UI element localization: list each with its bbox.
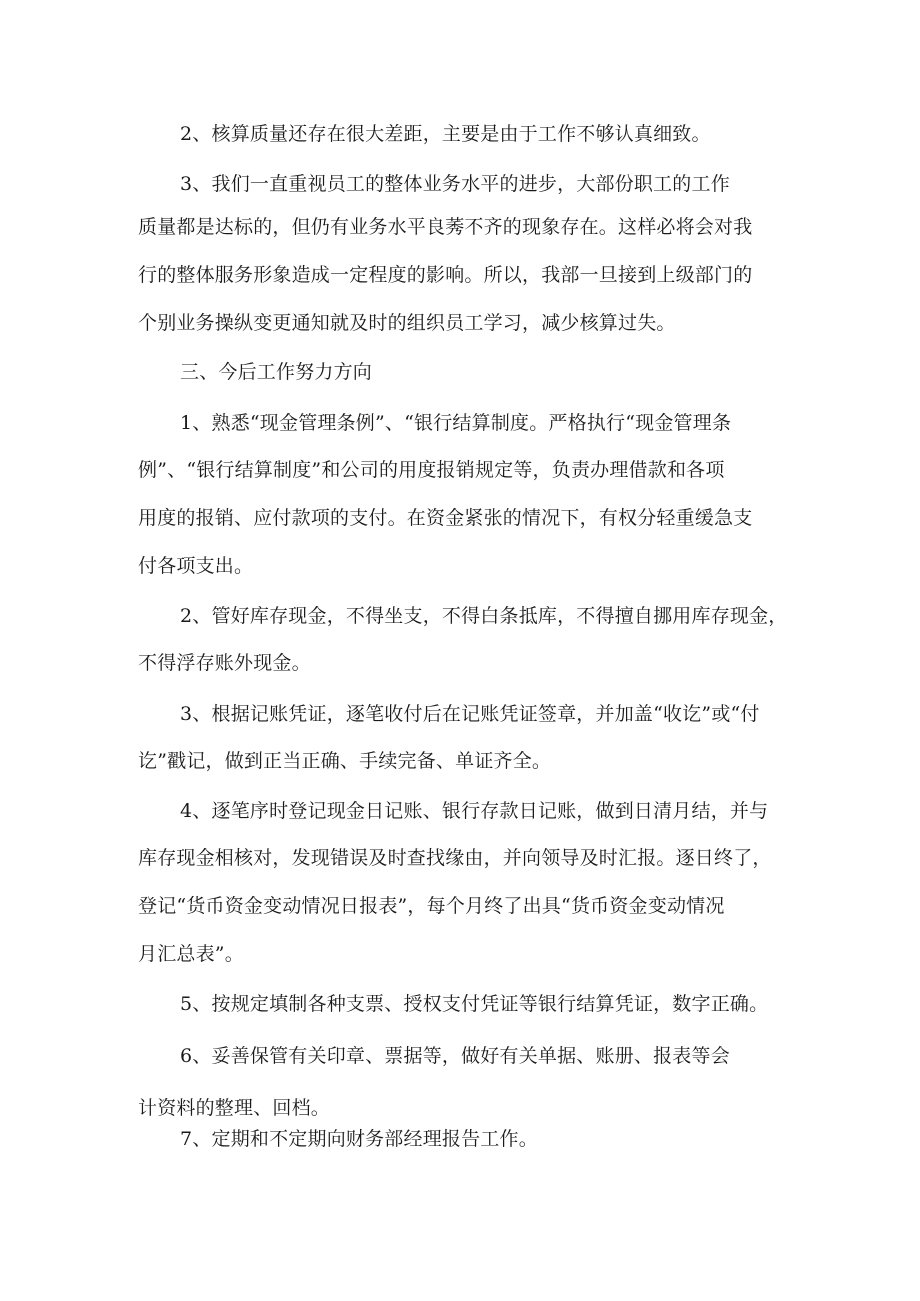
- section-heading: 三、今后工作努力方向: [180, 361, 373, 383]
- text-line: 2、管好库存现金，不得坐支，不得白条抵库，不得擅自挪用库存现金，: [180, 605, 788, 627]
- text-line: 4、逐笔序时登记现金日记账、银行存款日记账，做到日清月结，并与: [180, 800, 769, 822]
- text-line: 质量都是达标的，但仍有业务水平良莠不齐的现象存在。这样必将会对我: [138, 216, 753, 238]
- text-line: 7、定期和不定期向财务部经理报告工作。: [180, 1128, 538, 1150]
- text-line: 个别业务操纵变更通知就及时的组织员工学习，减少核算过失。: [138, 312, 676, 334]
- text-line: 付各项支出。: [138, 555, 254, 577]
- text-line: 3、根据记账凭证，逐笔收付后在记账凭证签章，并加盖“收讫”或“付: [180, 703, 760, 725]
- text-line: 库存现金相核对，发现错误及时查找缘由，并向领导及时汇报。逐日终了，: [138, 847, 772, 869]
- text-line: 6、妥善保管有关印章、票据等，做好有关单据、账册、报表等会: [180, 1045, 730, 1067]
- text-line: 2、核算质量还存在很大差距，主要是由于工作不够认真细致。: [180, 123, 711, 145]
- text-line: 3、我们一直重视员工的整体业务水平的进步，大部份职工的工作: [180, 173, 730, 195]
- text-line: 1、熟悉“现金管理条例”、“银行结算制度。严格执行“现金管理条: [180, 412, 732, 434]
- text-line: 例”、“银行结算制度”和公司的用度报销规定等，负责办理借款和各项: [138, 459, 725, 481]
- text-line: 讫”戳记，做到正当正确、手续完备、单证齐全。: [138, 750, 552, 772]
- text-line: 行的整体服务形象造成一定程度的影响。所以，我部一旦接到上级部门的: [138, 264, 753, 286]
- text-line: 5、按规定填制各种支票、授权支付凭证等银行结算凭证，数字正确。: [180, 993, 769, 1015]
- text-line: 计资料的整理、回档。: [138, 1097, 331, 1119]
- text-line: 不得浮存账外现金。: [138, 652, 311, 674]
- text-line: 用度的报销、应付款项的支付。在资金紧张的情况下，有权分轻重缓急支: [138, 507, 753, 529]
- text-line: 月汇总表”。: [138, 943, 244, 965]
- text-line: 登记“货币资金变动情况日报表”，每个月终了出具“货币资金变动情况: [138, 895, 725, 917]
